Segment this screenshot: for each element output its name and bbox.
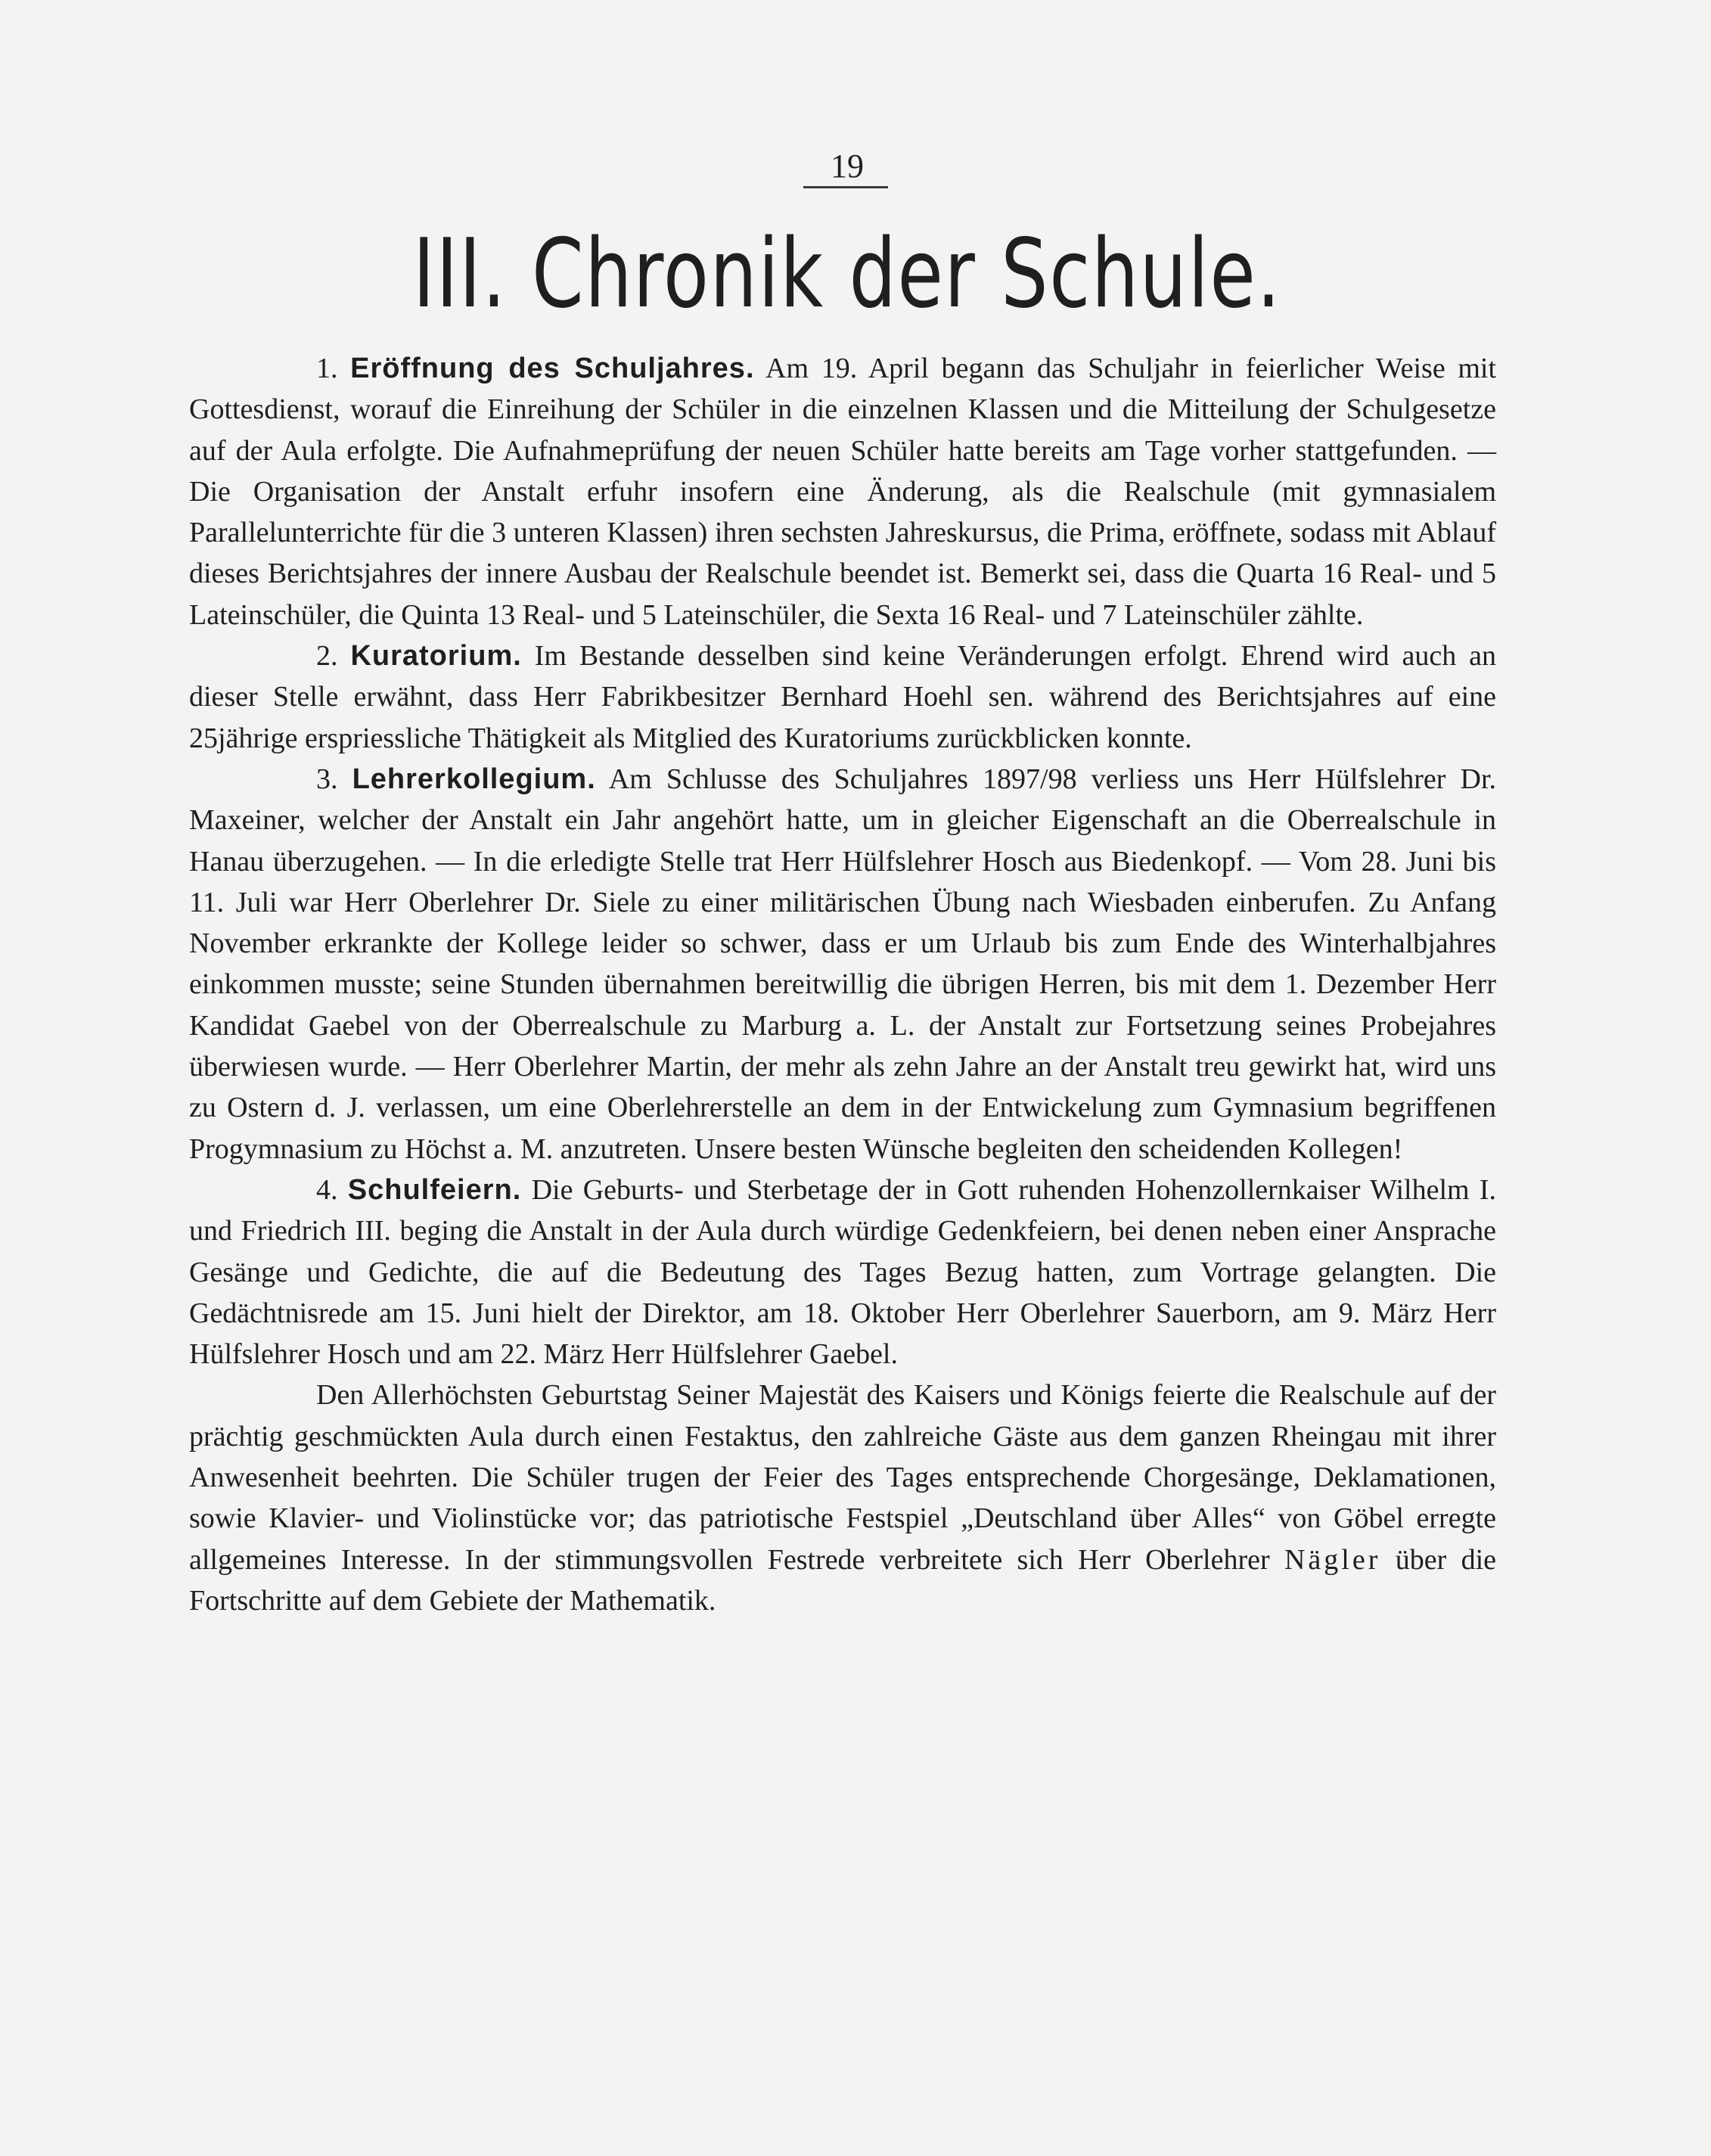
section-number-3: 3. <box>316 763 338 795</box>
emphasized-name: Nägler <box>1284 1543 1381 1576</box>
section-heading-3: Lehrerkollegium. <box>352 763 596 795</box>
page-number: 19 <box>831 148 864 185</box>
final-paragraph-text-after: über die Fortschritte auf dem Gebiete der Mathematik. <box>189 1543 1497 1617</box>
section-heading-2: Kuratorium. <box>350 640 522 673</box>
section-paragraph-3 <box>189 759 1496 1170</box>
section-heading-4: Schulfeiern. <box>347 1173 522 1206</box>
section-heading-1: Eröffnung des Schuljahres. <box>350 353 755 384</box>
final-paragraph-text-before: Den Allerhöchsten Geburtstag Seiner Majestät des Kaisers und Königs feierte die Realschule auf der prächtig geschmückten Aula durch einen Festaktus, den zahlreiche Gäste aus dem ganzen Rheingau mit ihrer Anwesenheit beehrten. Die Schüler trugen der Feier des Tages entsprechende Chorgesänge, Deklamationen, sowie Klavier- und Violinstücke vor; das patriotische Festspiel „Deutschland über Alles“ von Göbel erregte allgemeines Interesse. In der stimmungsvollen Festrede verbreitete sich Herr Oberlehrer <box>189 1379 1496 1576</box>
section-number-1: 1. <box>316 353 338 384</box>
section-paragraph-2 <box>189 635 1496 759</box>
section-paragraph-4 <box>189 1170 1496 1375</box>
section-text-1: Am 19. April begann das Schuljahr in feierlicher Weise mit Gottesdienst, worauf die Einreihung der Schüler in die einzelnen Klassen und die Mitteilung der Schulgesetze auf der Aula erfolgte. Die Aufnahmeprüfung der neuen Schüler hatte bereits am Tage vorher stattgefunden. — Die Organisation der Anstalt erfuhr insofern eine Änderung, als die Realschule (mit gymnasialem Parallelunterrichte für die 3 unteren Klassen) ihren sechsten Jahreskursus, die Prima, eröffnete, sodass mit Ablauf dieses Berichtsjahres der innere Ausbau der Realschule beendet ist. Bemerkt sei, dass die Quarta 16 Real- und 5 Lateinschüler, die Quinta 13 Real- und 5 Lateinschüler, die Sexta 16 Real- und 7 Lateinschüler zählte. <box>189 353 1496 631</box>
chapter-title: III. Chronik der Schule. <box>412 218 1282 329</box>
section-text-2: Im Bestande desselben sind keine Veränderungen erfolgt. Ehrend wird auch an dieser Stelle erwähnt, dass Herr Fabrikbesitzer Bernhard Hoehl sen. während des Berichtsjahres auf eine 25jährige erspriessliche Thätigkeit als Mitglied des Kuratoriums zurückblicken konnte. <box>189 640 1497 754</box>
section-number-4: 4. <box>316 1173 338 1206</box>
final-paragraph <box>189 1375 1496 1621</box>
section-paragraph-1 <box>189 348 1496 635</box>
section-number-2: 2. <box>316 640 338 673</box>
page-number-rule <box>803 186 888 188</box>
section-text-4: Die Geburts- und Sterbetage der in Gott ruhenden Hohenzollernkaiser Wilhelm I. und Friedrich III. beging die Anstalt in der Aula durch würdige Gedenkfeiern, bei denen neben einer Ansprache Gesänge und Gedichte, die auf die Bedeutung des Tages Bezug hatten, zum Vortrage gelangten. Die Gedächtnisrede am 15. Juni hielt der Direktor, am 18. Oktober Herr Oberlehrer Sauerborn, am 9. März Herr Hülfslehrer Hosch und am 22. März Herr Hülfslehrer Gaebel. <box>189 1173 1497 1371</box>
section-text-3: Am Schlusse des Schuljahres 1897/98 verliess uns Herr Hülfslehrer Dr. Maxeiner, welcher der Anstalt ein Jahr angehört hatte, um in gleicher Eigenschaft an die Oberrealschule in Hanau überzugehen. — In die erledigte Stelle trat Herr Hülfslehrer Hosch aus Biedenkopf. — Vom 28. Juni bis 11. Juli war Herr Oberlehrer Dr. Siele zu einer militärischen Übung nach Wiesbaden einberufen. Zu Anfang November erkrankte der Kollege leider so schwer, dass er um Urlaub bis zum Ende des Winterhalbjahres einkommen musste; seine Stunden übernahmen bereitwillig die übrigen Herren, bis mit dem 1. Dezember Herr Kandidat Gaebel von der Oberrealschule zu Marburg a. L. der Anstalt zur Fortsetzung seines Probejahres überwiesen wurde. — Herr Oberlehrer Martin, der mehr als zehn Jahre an der Anstalt treu gewirkt hat, wird uns zu Ostern d. J. verlassen, um eine Oberlehrerstelle an dem in der Entwickelung zum Gymnasium begriffenen Progymnasium zu Höchst a. M. anzutreten. Unsere besten Wünsche begleiten den scheidenden Kollegen! <box>189 763 1496 1165</box>
body-text <box>189 348 1496 1621</box>
